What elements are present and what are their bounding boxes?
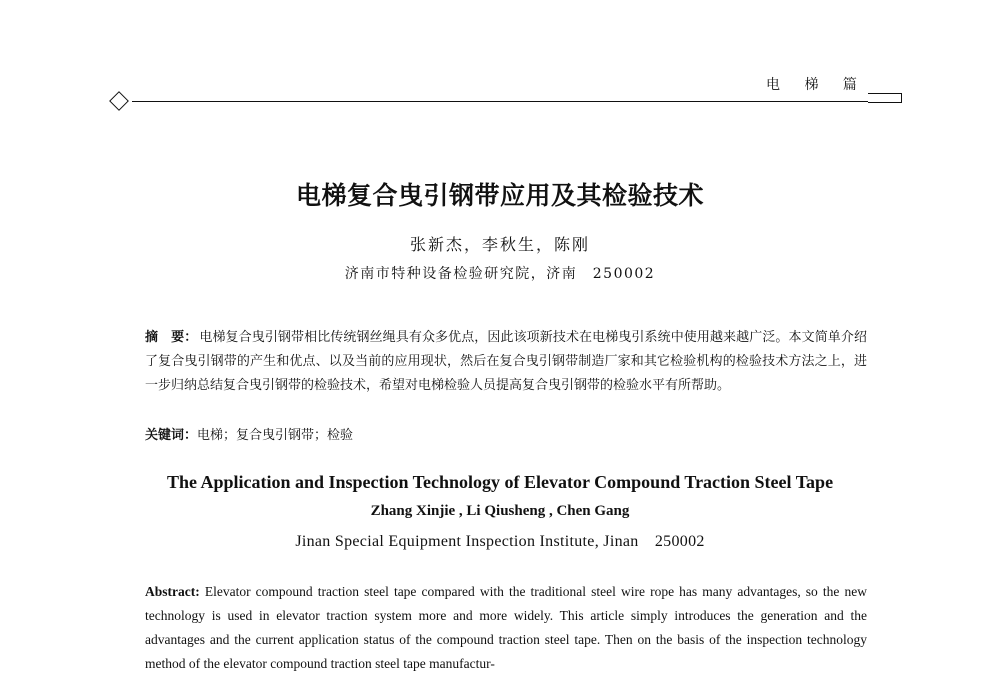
chinese-keywords-text: 电梯；复合曳引钢带；检验 xyxy=(197,428,354,443)
english-abstract-text: Elevator compound traction steel tape compared with the traditional steel wire rope has many advantages, so the new technology is used in elevator traction system more and more widely. This article simply introduces the generation and the advantages and the current application status of the compound traction steel tape. Then on the basis of the inspection technology method of the elevator compound traction steel tape manufactur- xyxy=(145,584,867,671)
chinese-title: 电梯复合曳引钢带应用及其检验技术 xyxy=(295,181,704,210)
header-box-ornament xyxy=(868,93,902,103)
section-label: 电 梯 篇 xyxy=(766,77,867,93)
chinese-abstract-label: 摘 要： xyxy=(145,330,198,345)
chinese-keywords xyxy=(145,424,867,443)
header-rule xyxy=(132,101,868,102)
english-authors: Zhang Xinjie , Li Qiusheng , Chen Gang xyxy=(370,503,630,519)
chinese-affiliation: 济南市特种设备检验研究院，济南 250002 xyxy=(344,266,656,282)
chinese-abstract xyxy=(145,326,867,398)
chinese-keywords-label: 关键词： xyxy=(145,428,198,443)
english-title: The Application and Inspection Technology of Elevator Compound Traction Steel Tape xyxy=(166,472,834,492)
chinese-abstract-text: 电梯复合曳引钢带相比传统钢丝绳具有众多优点，因此该项新技术在电梯曳引系统中使用越来越广泛。本文简单介绍了复合曳引钢带的产生和优点、以及当前的应用现状，然后在复合曳引钢带制造厂家和其它检验机构的检验技术方法之上，进一步归纳总结复合曳引钢带的检验技术，希望对电梯检验人员提高复合曳引钢带的检验水平有所帮助。 xyxy=(145,330,867,393)
diamond-ornament-icon xyxy=(109,91,129,111)
chinese-authors: 张新杰，李秋生，陈刚 xyxy=(409,235,590,254)
english-abstract-label: Abstract: xyxy=(145,584,200,599)
english-affiliation: Jinan Special Equipment Inspection Institute, Jinan 250002 xyxy=(295,533,705,550)
english-abstract xyxy=(145,580,867,676)
